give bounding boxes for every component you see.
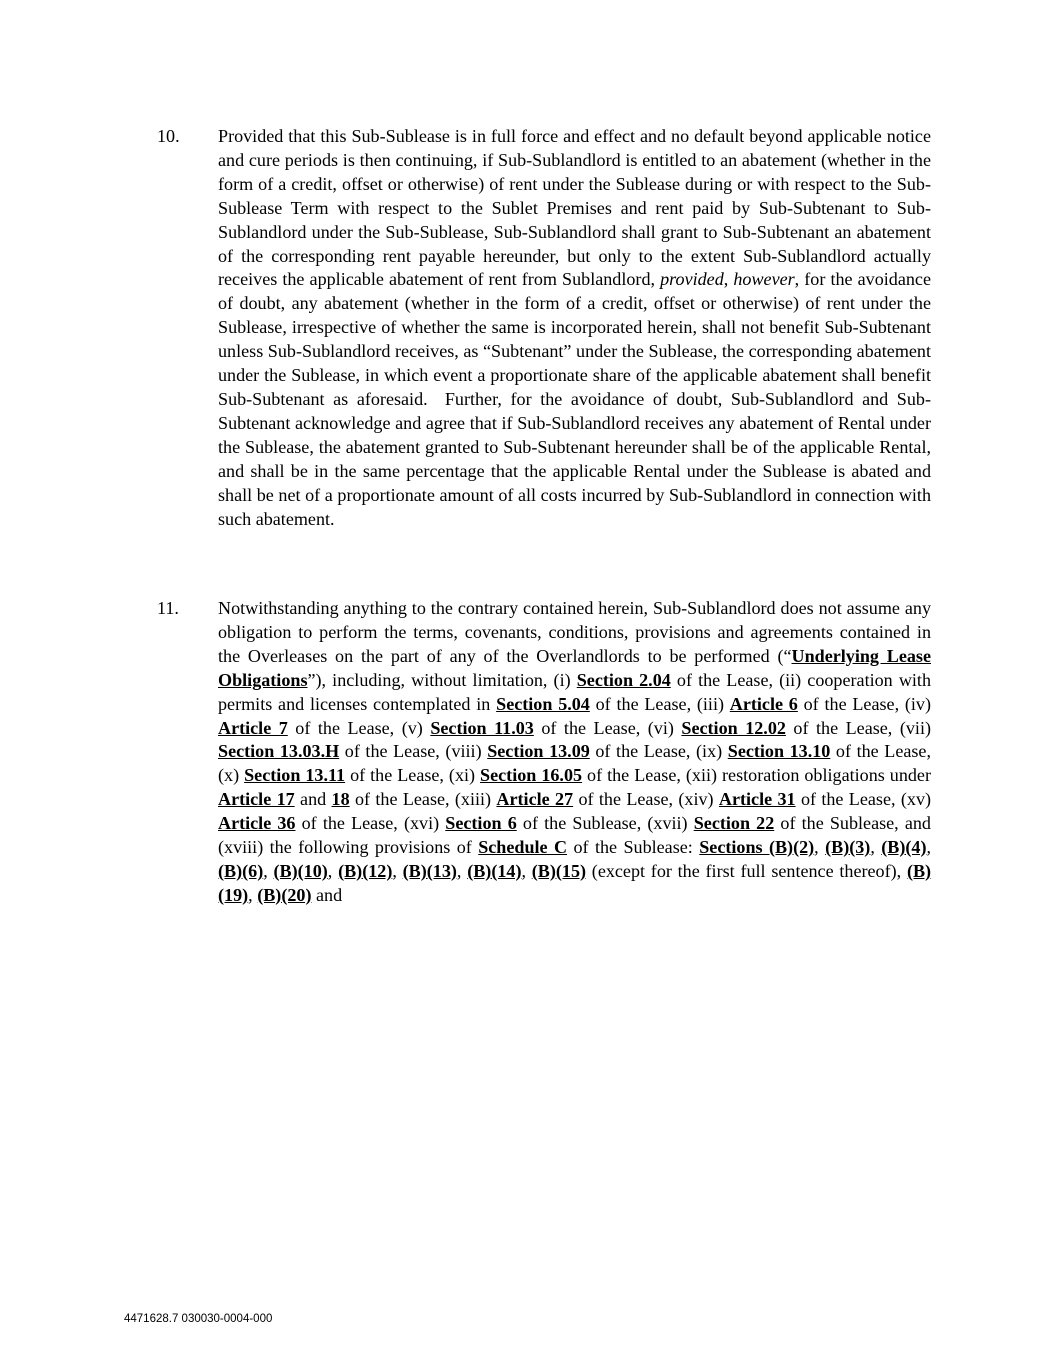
cross-reference: Sections (B)(2): [699, 837, 815, 858]
cross-reference: Section 22: [693, 813, 775, 834]
cross-reference: Article 27: [496, 789, 574, 810]
cross-reference: Section 13.11: [244, 765, 346, 786]
cross-reference: Schedule C: [478, 837, 568, 858]
cross-reference: Section 6: [445, 813, 517, 834]
cross-reference: Section 11.03: [430, 717, 534, 738]
text-run: ,: [248, 884, 258, 905]
cross-reference: (B)(10): [273, 860, 328, 881]
text-run: of the Lease, (xiv): [573, 789, 719, 810]
italic-term: however: [733, 269, 795, 290]
cross-reference: (B)(15): [531, 860, 587, 881]
cross-reference: (B)(19): [218, 860, 932, 905]
cross-reference: Section 5.04: [496, 693, 590, 714]
defined-term-underlying-lease-obligations: Underlying Lease Obligations: [218, 645, 931, 690]
cross-reference: Section 16.05: [480, 765, 583, 786]
text-run: ,: [392, 860, 403, 881]
text-run: ,: [456, 860, 468, 881]
text-run: ,: [926, 837, 932, 858]
footer-document-id: 4471628.7 030030-0004-000: [124, 1313, 273, 1325]
text-run: of the Lease, (iv): [797, 693, 931, 714]
text-run: of the Lease, (v): [287, 717, 431, 738]
text-run: ,: [723, 269, 734, 290]
paragraph-10: [157, 125, 931, 531]
text-run: (except for the first full sentence thereof),: [586, 860, 907, 881]
text-run: of the Lease, (vii): [785, 717, 931, 738]
cross-reference: (B)(14): [467, 860, 522, 881]
cross-reference: Section 12.02: [681, 717, 786, 738]
text-run: ,: [263, 860, 274, 881]
cross-reference: (B)(20): [257, 884, 312, 905]
text-run: of the Lease, (viii): [339, 741, 488, 762]
text-run: of the Lease, (xvi): [295, 813, 446, 834]
text-run: and: [294, 789, 332, 810]
text-run: and: [311, 884, 343, 905]
cross-reference: (B)(3): [825, 837, 871, 858]
text-run: of the Sublease, (xvii): [516, 813, 694, 834]
text-run: of the Lease, (vi): [533, 717, 682, 738]
text-run: of the Lease, (ii) cooperation with permits and licenses contemplated in: [218, 669, 931, 714]
text-run: of the Lease, (xv): [795, 789, 932, 810]
text-run: ,: [327, 860, 339, 881]
cross-reference: Section 2.04: [576, 669, 671, 690]
text-run: of the Lease, (iii): [589, 693, 730, 714]
text-run: ,: [521, 860, 532, 881]
text-run: of the Sublease, and (xviii) the following provisions of: [218, 813, 931, 858]
text-run: Notwithstanding anything to the contrary contained herein, Sub-Sublandlord does not assume any obligation to perform the terms, covenants, conditions, provisions and agreements contained in the Overleases on the part of any of the Overlandlords to be performed (“: [218, 598, 931, 666]
text-run: of the Lease, (xi): [345, 765, 481, 786]
cross-reference: (B)(6): [218, 860, 264, 881]
text-run: of the Lease, (xiii): [349, 789, 497, 810]
cross-reference: Article 17: [218, 789, 295, 810]
text-run: ,: [870, 837, 882, 858]
cross-reference: Article 7: [218, 717, 288, 738]
text-run: of the Lease, (xii) restoration obligations under: [582, 765, 931, 786]
paragraph-text: [218, 597, 931, 908]
text-run: ”), including, without limitation, (i): [307, 669, 577, 690]
paragraph-11: [157, 597, 931, 908]
cross-reference: Article 31: [718, 789, 796, 810]
cross-reference: Section 13.10: [727, 741, 831, 762]
paragraph-number: 11.: [157, 598, 179, 618]
text-run: of the Sublease:: [567, 837, 700, 858]
cross-reference: (B)(13): [402, 860, 457, 881]
cross-reference: Section 13.03.H: [218, 741, 340, 762]
text-run: ,: [814, 837, 826, 858]
paragraph-number: 10.: [157, 126, 180, 146]
cross-reference: Section 13.09: [487, 741, 590, 762]
cross-reference: Article 36: [218, 813, 296, 834]
text-run: , for the avoidance of doubt, any abatement (whether in the form of a credit, offset or otherwise) of rent under the Sublease, irrespective of whether the same is incorporated herein, shall not benefit Sub-Subtenant unless Sub-Sublandlord receives, as “Subtenant” under the Sublease, the corresponding abatement under the Sublease, in which event a proportionate share of the applicable abatement shall benefit Sub-Subtenant as aforesaid. Further, for the avoidance of doubt, Sub-Sublandlord and Sub-Subtenant acknowledge and agree that if Sub-Sublandlord receives any abatement of Rental under the Sublease, the abatement granted to Sub-Subtenant hereunder shall be of the applicable Rental, and shall be in the same percentage that the applicable Rental under the Sublease is abated and shall be net of a proportionate amount of all costs incurred by Sub-Sublandlord in connection with such abatement.: [218, 269, 931, 529]
cross-reference: 18: [331, 789, 350, 810]
cross-reference: (B)(4): [881, 837, 927, 858]
cross-reference: Article 6: [729, 693, 798, 714]
text-run: of the Lease, (ix): [589, 741, 728, 762]
text-run: Provided that this Sub-Sublease is in full force and effect and no default beyond applicable notice and cure periods is then continuing, if Sub-Sublandlord is entitled to an abatement (whether in the form of a credit, offset or otherwise) of rent under the Sublease during or with respect to the Sub-Sublease Term with respect to the Sublet Premises and rent paid by Sub-Subtenant to Sub-Sublandlord under the Sub-Sublease, Sub-Sublandlord shall grant to Sub-Subtenant an abatement of the corresponding rent payable hereunder, but only to the extent Sub-Sublandlord actually receives the applicable abatement of rent from Sublandlord,: [218, 126, 931, 290]
text-run: of the Lease, (x): [218, 741, 931, 786]
cross-reference: (B)(12): [338, 860, 393, 881]
italic-term: provided: [660, 269, 724, 290]
paragraph-text: [218, 125, 931, 531]
